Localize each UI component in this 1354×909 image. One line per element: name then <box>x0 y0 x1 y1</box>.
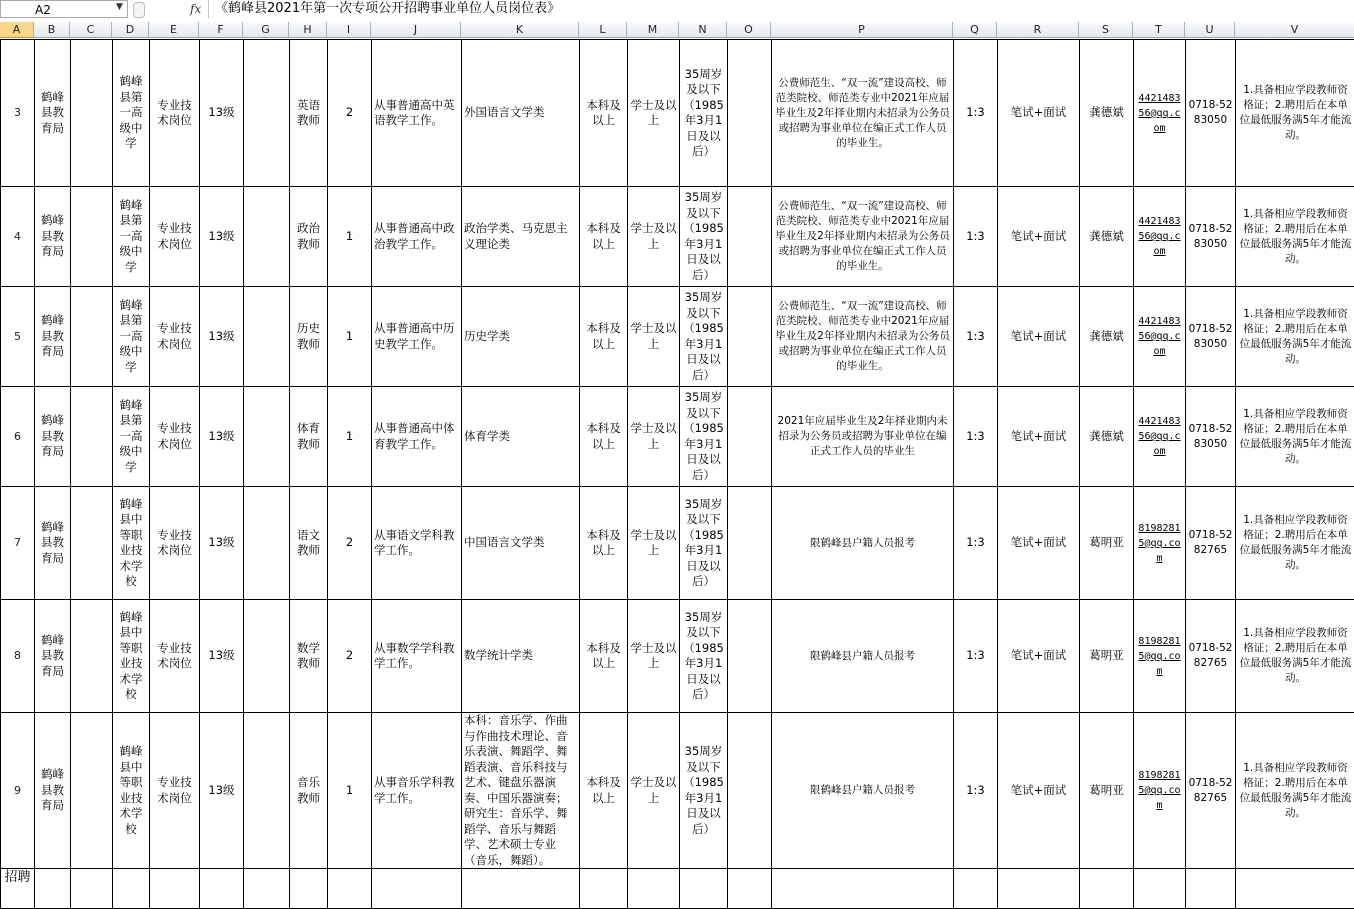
column-header-v[interactable]: V <box>1235 22 1354 38</box>
cell-type[interactable]: 专业技术岗位 <box>150 287 200 387</box>
empty-cell[interactable] <box>244 869 290 909</box>
cell-contact[interactable]: 龚德斌 <box>1080 387 1134 487</box>
cell-level[interactable]: 13级 <box>200 287 244 387</box>
empty-cell[interactable] <box>244 600 290 713</box>
formula-bar-splitter[interactable] <box>133 2 145 18</box>
cell-phone[interactable]: 0718-5283050 <box>1186 287 1236 387</box>
name-box[interactable]: A2 <box>0 0 128 18</box>
empty-cell[interactable] <box>244 40 290 187</box>
cell-type[interactable]: 专业技术岗位 <box>150 713 200 869</box>
cell-unit[interactable]: 鹤峰县中等职业技术学校 <box>113 600 150 713</box>
table-row <box>1 600 1354 713</box>
cell-dept[interactable]: 鹤峰县教育局 <box>35 287 71 387</box>
column-header-m[interactable]: M <box>627 22 679 38</box>
empty-cell[interactable] <box>728 600 772 713</box>
cell-note[interactable]: 1.具备相应学段教师资格证；2.聘用后在本单位最低服务满5年才能流动。 <box>1236 600 1354 713</box>
column-header-k[interactable]: K <box>461 22 579 38</box>
cell-duty[interactable]: 从事普通高中历史教学工作。 <box>372 287 462 387</box>
cell-count[interactable]: 1 <box>328 287 372 387</box>
cell-edu[interactable]: 本科及以上 <box>580 713 628 869</box>
cell-ratio[interactable]: 1:3 <box>954 187 998 287</box>
cell-duty[interactable]: 从事普通高中政治教学工作。 <box>372 187 462 287</box>
cell-edu[interactable]: 本科及以上 <box>580 487 628 600</box>
email-link[interactable]: 442148356@qq.com <box>1134 387 1186 487</box>
column-header-i[interactable]: I <box>327 22 371 38</box>
empty-cell[interactable] <box>71 600 113 713</box>
cell-contact[interactable]: 龚德斌 <box>1080 40 1134 187</box>
cell-degree[interactable]: 学士及以上 <box>628 713 680 869</box>
empty-cell[interactable] <box>71 387 113 487</box>
cell-unit[interactable]: 鹤峰县第一高级中学 <box>113 287 150 387</box>
spreadsheet-grid <box>0 39 1354 909</box>
empty-cell[interactable] <box>728 487 772 600</box>
empty-cell[interactable] <box>71 713 113 869</box>
column-header-t[interactable]: T <box>1133 22 1185 38</box>
cell-note[interactable]: 1.具备相应学段教师资格证；2.聘用后在本单位最低服务满5年才能流动。 <box>1236 387 1354 487</box>
cell-degree[interactable]: 学士及以上 <box>628 287 680 387</box>
row-number[interactable]: 7 <box>1 487 35 600</box>
empty-cell[interactable] <box>1236 869 1354 909</box>
empty-cell[interactable] <box>628 869 680 909</box>
cell-dept[interactable]: 鹤峰县教育局 <box>35 40 71 187</box>
cell-level[interactable]: 13级 <box>200 187 244 287</box>
cell-edu[interactable]: 本科及以上 <box>580 600 628 713</box>
cell-contact[interactable]: 龚德斌 <box>1080 187 1134 287</box>
empty-cell[interactable] <box>728 187 772 287</box>
email-link[interactable]: 81982815@qq.com <box>1134 487 1186 600</box>
cell-contact[interactable]: 龚德斌 <box>1080 287 1134 387</box>
cell-phone[interactable]: 0718-5282765 <box>1186 487 1236 600</box>
empty-cell[interactable] <box>954 869 998 909</box>
empty-cell[interactable] <box>1080 869 1134 909</box>
cell-type[interactable]: 专业技术岗位 <box>150 40 200 187</box>
column-header-g[interactable]: G <box>243 22 289 38</box>
cell-dept[interactable]: 鹤峰县教育局 <box>35 387 71 487</box>
cell-age[interactable]: 35周岁及以下（1985年3月1日及以后） <box>680 713 728 869</box>
table-row <box>1 287 1354 387</box>
cell-major[interactable]: 数学统计学类 <box>462 600 580 713</box>
table-row <box>1 387 1354 487</box>
column-header-o[interactable]: O <box>727 22 771 38</box>
cell-duty[interactable]: 从事数学学科教学工作。 <box>372 600 462 713</box>
empty-cell[interactable] <box>328 869 372 909</box>
cell-dept[interactable]: 鹤峰县教育局 <box>35 600 71 713</box>
empty-cell[interactable] <box>113 869 150 909</box>
empty-cell[interactable] <box>150 869 200 909</box>
empty-cell[interactable] <box>200 869 244 909</box>
cell-post[interactable]: 政治教师 <box>290 187 328 287</box>
cell-other[interactable]: 限鹤峰县户籍人员报考 <box>772 713 954 869</box>
formula-input[interactable]: 《鹤峰县2021年第一次专项公开招聘事业单位人员岗位表》 <box>208 0 1354 18</box>
cell-major[interactable]: 政治学类、马克思主义理论类 <box>462 187 580 287</box>
cell-phone[interactable]: 0718-5283050 <box>1186 40 1236 187</box>
empty-cell[interactable] <box>71 869 113 909</box>
email-link[interactable]: 81982815@qq.com <box>1134 713 1186 869</box>
table-row <box>1 487 1354 600</box>
column-header-d[interactable]: D <box>112 22 149 38</box>
cell-dept[interactable]: 鹤峰县教育局 <box>35 187 71 287</box>
cell-major[interactable]: 中国语言文学类 <box>462 487 580 600</box>
cell-note[interactable]: 1.具备相应学段教师资格证；2.聘用后在本单位最低服务满5年才能流动。 <box>1236 487 1354 600</box>
cell-degree[interactable]: 学士及以上 <box>628 600 680 713</box>
cell-ratio[interactable]: 1:3 <box>954 487 998 600</box>
empty-cell[interactable] <box>728 387 772 487</box>
empty-cell[interactable] <box>462 869 580 909</box>
empty-cell[interactable] <box>1134 869 1186 909</box>
row-number[interactable]: 4 <box>1 187 35 287</box>
email-link[interactable]: 442148356@qq.com <box>1134 40 1186 187</box>
cell-level[interactable]: 13级 <box>200 487 244 600</box>
cell-count[interactable]: 2 <box>328 600 372 713</box>
cell-degree[interactable]: 学士及以上 <box>628 40 680 187</box>
cell-major[interactable]: 外国语言文学类 <box>462 40 580 187</box>
cell-note[interactable]: 1.具备相应学段教师资格证；2.聘用后在本单位最低服务满5年才能流动。 <box>1236 713 1354 869</box>
email-link[interactable]: 442148356@qq.com <box>1134 287 1186 387</box>
cell-phone[interactable]: 0718-5282765 <box>1186 600 1236 713</box>
cell-post[interactable]: 历史教师 <box>290 287 328 387</box>
column-header-f[interactable]: F <box>199 22 243 38</box>
empty-cell[interactable] <box>71 287 113 387</box>
column-header-s[interactable]: S <box>1079 22 1133 38</box>
cell-age[interactable]: 35周岁及以下（1985年3月1日及以后） <box>680 387 728 487</box>
cell-dept[interactable]: 鹤峰县教育局 <box>35 487 71 600</box>
column-header-n[interactable]: N <box>679 22 727 38</box>
cell-note[interactable]: 1.具备相应学段教师资格证；2.聘用后在本单位最低服务满5年才能流动。 <box>1236 40 1354 187</box>
cell-other[interactable]: 限鹤峰县户籍人员报考 <box>772 487 954 600</box>
cell-summary-label[interactable]: 招聘 <box>1 869 35 909</box>
empty-cell[interactable] <box>728 713 772 869</box>
cell-other[interactable]: 公费师范生、“双一流”建设高校、师范类院校、师范类专业中2021年应届毕业生及2年择业期内未招录为公务员或招聘为事业单位在编正式工作人员的毕业生。 <box>772 287 954 387</box>
cell-phone[interactable]: 0718-5282765 <box>1186 713 1236 869</box>
cell-exam[interactable]: 笔试+面试 <box>998 600 1080 713</box>
cell-exam[interactable]: 笔试+面试 <box>998 287 1080 387</box>
formula-bar <box>0 0 1354 23</box>
empty-cell[interactable] <box>998 869 1080 909</box>
table-row <box>1 713 1354 869</box>
cell-edu[interactable]: 本科及以上 <box>580 287 628 387</box>
cell-degree[interactable]: 学士及以上 <box>628 387 680 487</box>
cell-exam[interactable]: 笔试+面试 <box>998 187 1080 287</box>
empty-cell[interactable] <box>71 187 113 287</box>
empty-cell[interactable] <box>244 187 290 287</box>
cell-duty[interactable]: 从事音乐学科教学工作。 <box>372 713 462 869</box>
column-header-l[interactable]: L <box>579 22 627 38</box>
cell-phone[interactable]: 0718-5283050 <box>1186 187 1236 287</box>
cell-contact[interactable]: 葛明亚 <box>1080 487 1134 600</box>
cell-post[interactable]: 音乐教师 <box>290 713 328 869</box>
empty-cell[interactable] <box>728 869 772 909</box>
column-header-c[interactable]: C <box>70 22 112 38</box>
cell-count[interactable]: 1 <box>328 713 372 869</box>
cell-ratio[interactable]: 1:3 <box>954 387 998 487</box>
cell-degree[interactable]: 学士及以上 <box>628 187 680 287</box>
cell-other[interactable]: 公费师范生、“双一流”建设高校、师范类院校、师范类专业中2021年应届毕业生及2年择业期内未招录为公务员或招聘为事业单位在编正式工作人员的毕业生。 <box>772 40 954 187</box>
empty-cell[interactable] <box>680 869 728 909</box>
cell-type[interactable]: 专业技术岗位 <box>150 187 200 287</box>
cell-unit[interactable]: 鹤峰县第一高级中学 <box>113 187 150 287</box>
cell-ratio[interactable]: 1:3 <box>954 287 998 387</box>
empty-cell[interactable] <box>71 40 113 187</box>
empty-cell[interactable] <box>71 487 113 600</box>
cell-note[interactable]: 1.具备相应学段教师资格证；2.聘用后在本单位最低服务满5年才能流动。 <box>1236 287 1354 387</box>
cell-post[interactable]: 语文教师 <box>290 487 328 600</box>
cell-age[interactable]: 35周岁及以下（1985年3月1日及以后） <box>680 287 728 387</box>
cell-level[interactable]: 13级 <box>200 387 244 487</box>
row-number[interactable]: 6 <box>1 387 35 487</box>
empty-cell[interactable] <box>244 487 290 600</box>
cell-exam[interactable]: 笔试+面试 <box>998 40 1080 187</box>
empty-cell[interactable] <box>372 869 462 909</box>
column-header-h[interactable]: H <box>289 22 327 38</box>
cell-other[interactable]: 公费师范生、“双一流”建设高校、师范类院校、师范类专业中2021年应届毕业生及2年择业期内未招录为公务员或招聘为事业单位在编正式工作人员的毕业生。 <box>772 187 954 287</box>
empty-cell[interactable] <box>728 40 772 187</box>
row-number[interactable]: 8 <box>1 600 35 713</box>
cell-age[interactable]: 35周岁及以下（1985年3月1日及以后） <box>680 40 728 187</box>
cell-count[interactable]: 1 <box>328 187 372 287</box>
cell-major[interactable]: 历史学类 <box>462 287 580 387</box>
cell-contact[interactable]: 葛明亚 <box>1080 600 1134 713</box>
data-table <box>0 39 1354 909</box>
cell-contact[interactable]: 葛明亚 <box>1080 713 1134 869</box>
cell-unit[interactable]: 鹤峰县第一高级中学 <box>113 40 150 187</box>
cell-count[interactable]: 2 <box>328 40 372 187</box>
cell-count[interactable]: 1 <box>328 387 372 487</box>
cell-phone[interactable]: 0718-5283050 <box>1186 387 1236 487</box>
column-header-b[interactable]: B <box>34 22 70 38</box>
cell-post[interactable]: 体育教师 <box>290 387 328 487</box>
table-row <box>1 40 1354 187</box>
empty-cell[interactable] <box>244 713 290 869</box>
cell-unit[interactable]: 鹤峰县中等职业技术学校 <box>113 713 150 869</box>
email-link[interactable]: 442148356@qq.com <box>1134 187 1186 287</box>
cell-ratio[interactable]: 1:3 <box>954 600 998 713</box>
empty-cell[interactable] <box>244 287 290 387</box>
column-header-j[interactable]: J <box>371 22 461 38</box>
cell-type[interactable]: 专业技术岗位 <box>150 600 200 713</box>
cell-duty[interactable]: 从事语文学科教学工作。 <box>372 487 462 600</box>
cell-degree[interactable]: 学士及以上 <box>628 487 680 600</box>
cell-unit[interactable]: 鹤峰县第一高级中学 <box>113 387 150 487</box>
table-row <box>1 187 1354 287</box>
cell-dept[interactable]: 鹤峰县教育局 <box>35 713 71 869</box>
cell-post[interactable]: 英语教师 <box>290 40 328 187</box>
column-header-e[interactable]: E <box>149 22 199 38</box>
column-header-u[interactable]: U <box>1185 22 1235 38</box>
table-row <box>1 869 1354 909</box>
cell-age[interactable]: 35周岁及以下（1985年3月1日及以后） <box>680 600 728 713</box>
cell-age[interactable]: 35周岁及以下（1985年3月1日及以后） <box>680 487 728 600</box>
cell-type[interactable]: 专业技术岗位 <box>150 487 200 600</box>
cell-ratio[interactable]: 1:3 <box>954 40 998 187</box>
empty-cell[interactable] <box>244 387 290 487</box>
empty-cell[interactable] <box>772 869 954 909</box>
cell-major[interactable]: 本科：音乐学、作曲与作曲技术理论、音乐表演、舞蹈学、舞蹈表演、音乐科技与艺术、键盘乐器演奏、中国乐器演奏；研究生：音乐学、舞蹈学、音乐与舞蹈学、艺术硕士专业（音乐，舞蹈）。 <box>462 713 580 869</box>
cell-level[interactable]: 13级 <box>200 40 244 187</box>
empty-cell[interactable] <box>290 869 328 909</box>
insert-function-icon[interactable]: fx <box>190 2 202 16</box>
cell-exam[interactable]: 笔试+面试 <box>998 713 1080 869</box>
cell-duty[interactable]: 从事普通高中英语教学工作。 <box>372 40 462 187</box>
cell-edu[interactable]: 本科及以上 <box>580 387 628 487</box>
cell-exam[interactable]: 笔试+面试 <box>998 487 1080 600</box>
cell-exam[interactable]: 笔试+面试 <box>998 387 1080 487</box>
cell-unit[interactable]: 鹤峰县中等职业技术学校 <box>113 487 150 600</box>
cell-type[interactable]: 专业技术岗位 <box>150 387 200 487</box>
cell-note[interactable]: 1.具备相应学段教师资格证；2.聘用后在本单位最低服务满5年才能流动。 <box>1236 187 1354 287</box>
cell-ratio[interactable]: 1:3 <box>954 713 998 869</box>
row-number[interactable]: 5 <box>1 287 35 387</box>
email-link[interactable]: 81982815@qq.com <box>1134 600 1186 713</box>
cell-age[interactable]: 35周岁及以下（1985年3月1日及以后） <box>680 187 728 287</box>
column-header-q[interactable]: Q <box>953 22 997 38</box>
empty-cell[interactable] <box>728 287 772 387</box>
empty-cell[interactable] <box>1186 869 1236 909</box>
cell-edu[interactable]: 本科及以上 <box>580 187 628 287</box>
empty-cell[interactable] <box>35 869 71 909</box>
cell-major[interactable]: 体育学类 <box>462 387 580 487</box>
row-number[interactable]: 9 <box>1 713 35 869</box>
empty-cell[interactable] <box>580 869 628 909</box>
cell-other[interactable]: 2021年应届毕业生及2年择业期内未招录为公务员或招聘为事业单位在编正式工作人员的毕业生 <box>772 387 954 487</box>
cell-duty[interactable]: 从事普通高中体育教学工作。 <box>372 387 462 487</box>
cell-edu[interactable]: 本科及以上 <box>580 40 628 187</box>
cell-post[interactable]: 数学教师 <box>290 600 328 713</box>
cell-count[interactable]: 2 <box>328 487 372 600</box>
cell-other[interactable]: 限鹤峰县户籍人员报考 <box>772 600 954 713</box>
cell-level[interactable]: 13级 <box>200 600 244 713</box>
column-header-p[interactable]: P <box>771 22 953 38</box>
row-number[interactable]: 3 <box>1 40 35 187</box>
column-header-r[interactable]: R <box>997 22 1079 38</box>
chevron-down-icon[interactable]: ▼ <box>116 2 123 12</box>
cell-level[interactable]: 13级 <box>200 713 244 869</box>
column-header-a[interactable]: A <box>0 22 34 38</box>
